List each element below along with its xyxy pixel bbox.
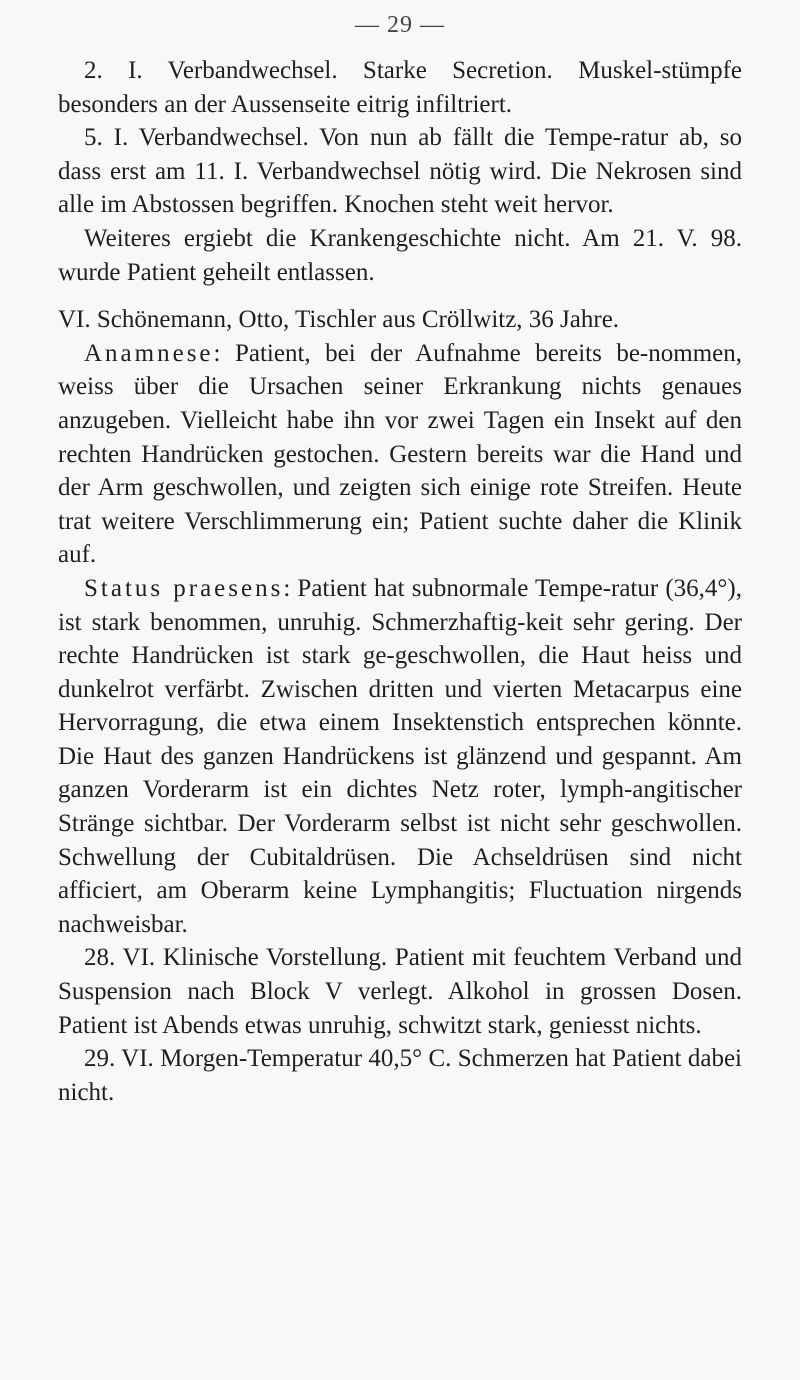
clinical-note-28: 28. VI. Klinische Vorstellung. Patient mit feuchtem Verband und Suspension nach Block V verlegt. Alkohol in grossen Dosen. Patient ist Abends etwas unruhig, schwitzt stark, geniesst nichts. bbox=[58, 944, 742, 1039]
paragraph-verbandwechsel-2: 5. I. Verbandwechsel. Von nun ab fällt die Tempe-ratur ab, so dass erst am 11. I. Verbandwechsel nötig wird. Die Nekrosen sind alle im Abstossen begriffen. Knochen steht weit hervor. bbox=[58, 124, 742, 219]
paragraph-discharge-note: Weiteres ergiebt die Krankengeschichte nicht. Am 21. V. 98. wurde Patient geheilt entlassen. bbox=[58, 224, 742, 286]
status-praesens-label: Status praesens bbox=[84, 574, 284, 602]
paragraph-verbandwechsel-1: 2. I. Verbandwechsel. Starke Secretion. Muskel-stümpfe besonders an der Aussenseite eitrig infiltriert. bbox=[58, 57, 742, 118]
page-number: — 29 — bbox=[355, 12, 445, 38]
status-praesens-text: : Patient hat subnormale Tempe-ratur (36,4°), ist stark benommen, unruhig. Schmerzhaftig-keit sehr gering. Der rechte Handrücken ist stark ge-geschwollen, die Haut heiss und dunkelrot verfärbt. Zwischen dritten und vierten Metacarpus eine Hervorragung, die etwa einem Insektenstich entsprechen könnte. Die Haut des ganzen Handrückens ist glänzend und gespannt. Am ganzen Vorderarm ist ein dichtes Netz roter, lymph-angitischer Stränge sichtbar. Der Vorderarm selbst ist nicht sehr geschwollen. Schwellung der Cubitaldrüsen. Die Achseldrüsen sind nicht afficiert, am Oberarm keine Lymphangitis; Fluctuation nirgends nachweisbar. bbox=[58, 574, 742, 938]
anamnese-paragraph bbox=[58, 337, 742, 572]
clinical-note-29: 29. VI. Morgen-Temperatur 40,5° C. Schmerzen hat Patient dabei nicht. bbox=[58, 1045, 742, 1106]
status-praesens-paragraph bbox=[58, 572, 742, 942]
page-body bbox=[58, 54, 742, 1109]
case-heading: VI. Schönemann, Otto, Tischler aus Cröllwitz, 36 Jahre. bbox=[58, 306, 620, 334]
anamnese-label: Anamnese bbox=[84, 339, 214, 367]
anamnese-text: : Patient, bei der Aufnahme bereits be-nommen, weiss über die Ursachen seiner Erkrankung nichts genaues anzugeben. Vielleicht habe ihn vor zwei Tagen ein Insekt auf den rechten Handrücken gestochen. Gestern bereits war die Hand und der Arm geschwollen, und zeigten sich einige rote Streifen. Heute trat weitere Verschlimmerung ein; Patient suchte daher die Klinik auf. bbox=[58, 339, 742, 569]
section-gap bbox=[58, 289, 742, 303]
